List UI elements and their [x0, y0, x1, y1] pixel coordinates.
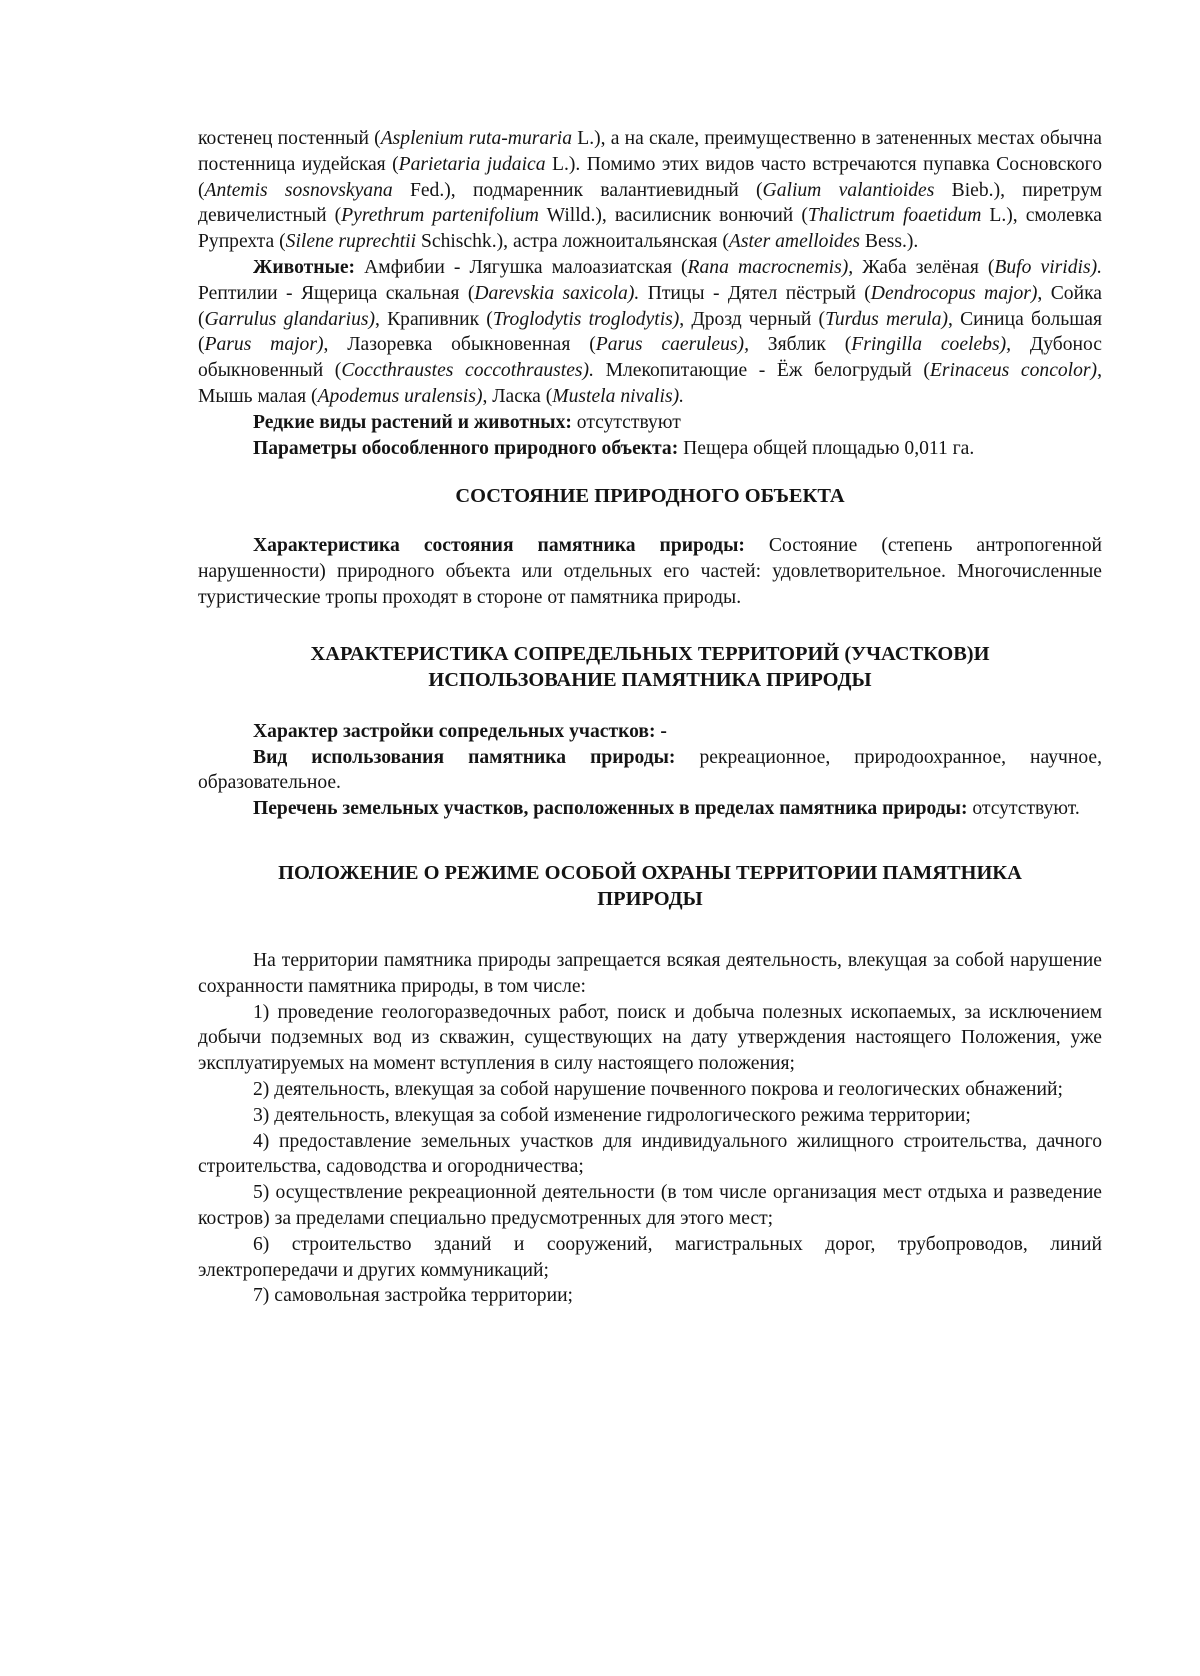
latin-name: Erinaceus concolor)	[929, 360, 1098, 382]
object-params-label: Параметры обособленного природного объекта:	[253, 437, 679, 459]
heading-line: ПРИРОДЫ	[597, 887, 703, 910]
usage-paragraph	[198, 745, 1102, 797]
fauna-text: , Синица большая (	[198, 308, 1103, 356]
fauna-text: , Крапивник (	[375, 308, 493, 330]
object-params-paragraph	[198, 436, 1102, 462]
plots-label: Перечень земельных участков, расположенных в пределах памятника природы:	[253, 798, 968, 820]
fauna-text: , Дрозд черный (	[679, 308, 826, 330]
fauna-text: Жаба зелёная (	[853, 256, 995, 278]
spacer	[198, 509, 1102, 533]
object-params-value: Пещера общей площадью 0,011 га.	[678, 437, 975, 459]
rare-species-value: отсутствуют	[571, 411, 681, 433]
building-label: Характер застройки сопредельных участков: -	[253, 720, 667, 742]
fauna-text: , Мышь малая (	[198, 360, 1102, 407]
section-regime-heading	[198, 860, 1102, 912]
fauna-text: Птицы - Дятел пёстрый (	[639, 282, 871, 304]
flora-text: Bess.).	[860, 231, 919, 253]
latin-name: Bufo viridis).	[994, 256, 1102, 278]
flora-text: L.). Помимо этих видов часто встречаются пупавка Сосновского (	[198, 153, 1103, 201]
flora-text: L.), а на скале, преимущественно в затененных местах обычна постенница иудейская (	[198, 128, 1103, 175]
flora-text: Fed.), подмаренник валантиевидный (	[392, 179, 763, 201]
regime-item: 1) проведение геологоразведочных работ, поиск и добыча полезных ископаемых, за исключением добычи подземных вод из скважин, существующих на дату утверждения настоящего Положения, уже эксплуатируемых на момент вступления в силу настоящего положения;	[198, 1001, 1102, 1075]
latin-name: Aster amelloides	[728, 231, 861, 253]
regime-intro: На территории памятника природы запрещается всякая деятельность, влекущая за собой нарушение сохранности памятника природы, в том числе:	[198, 949, 1102, 997]
flora-text: L.), смолевка Рупрехта (	[198, 205, 1102, 253]
spacer	[198, 693, 1102, 719]
regime-item: 6) строительство зданий и сооружений, магистральных дорог, трубопроводов, линий электропередачи и других коммуникаций;	[198, 1233, 1102, 1281]
fauna-text: Зяблик (	[748, 334, 852, 356]
flora-text: Schischk.), астра ложноитальянская (	[416, 231, 729, 253]
fauna-text: Амфибии - Лягушка малоазиатская (	[355, 256, 688, 278]
latin-name: Silene ruprechtii	[285, 231, 417, 253]
latin-name: Mustela nivalis).	[552, 385, 684, 407]
state-paragraph	[198, 533, 1102, 610]
latin-name: Thalictrum foaetidum	[807, 205, 982, 227]
fauna-text: , Ласка (	[482, 385, 553, 407]
plots-paragraph	[198, 796, 1102, 822]
latin-name: Turdus merula)	[825, 308, 949, 330]
regime-item: 4) предоставление земельных участков для индивидуального жилищного строительства, дачного строительства, садоводства и огородничества;	[198, 1130, 1102, 1178]
heading-line: ИСПОЛЬЗОВАНИЕ ПАМЯТНИКА ПРИРОДЫ	[428, 668, 872, 691]
latin-name: Parus caeruleus),	[595, 334, 749, 356]
latin-name: Asplenium ruta-muraria	[380, 128, 573, 149]
building-paragraph	[198, 719, 1102, 745]
latin-name: Coccthraustes coccothraustes).	[341, 360, 594, 382]
latin-name: Rana macrocnemis),	[687, 256, 854, 278]
flora-paragraph	[198, 126, 1102, 255]
fauna-text: , Лазоревка обыкновенная (	[323, 334, 596, 356]
regime-item: 5) осуществление рекреационной деятельности (в том числе организация мест отдыха и разведение костров) за пределами специально предусмотренных для этого мест;	[198, 1182, 1102, 1229]
latin-name: Dendrocopus major)	[870, 282, 1038, 304]
state-label: Характеристика состояния памятника природы:	[253, 535, 745, 557]
fauna-label: Животные:	[253, 256, 356, 278]
flora-text: Willd.), василисник вонючий (	[538, 205, 808, 227]
latin-name: Fringilla coelebs),	[851, 334, 1012, 356]
latin-name: Parus major)	[204, 334, 324, 356]
fauna-text: Дубонос обыкновенный (	[198, 334, 1102, 382]
section-adjacent-heading	[198, 641, 1102, 693]
latin-name: Galium valantioides	[762, 179, 935, 201]
state-text: Состояние (степень антропогенной нарушенности) природного объекта или отдельных его частей: удовлетворительное. Многочисленные туристические тропы проходят в стороне от памятника природы.	[198, 535, 1102, 608]
heading-line: ПОЛОЖЕНИЕ О РЕЖИМЕ ОСОБОЙ ОХРАНЫ ТЕРРИТОРИИ ПАМЯТНИКА	[278, 861, 1022, 884]
regime-item: 3) деятельность, влекущая за собой изменение гидрологического режима территории;	[253, 1104, 971, 1126]
fauna-text: , Сойка (	[198, 282, 1102, 330]
heading-line: ХАРАКТЕРИСТИКА СОПРЕДЕЛЬНЫХ ТЕРРИТОРИЙ (УЧАСТКОВ)И	[310, 642, 990, 665]
plots-text: отсутствуют.	[967, 798, 1080, 820]
spacer	[198, 611, 1102, 641]
fauna-text: Млекопитающие - Ёж белогрудый (	[593, 360, 930, 382]
usage-label: Вид использования памятника природы:	[253, 746, 676, 768]
latin-name: Apodemus uralensis)	[317, 385, 483, 407]
spacer	[198, 822, 1102, 860]
latin-name: Troglodytis troglodytis)	[492, 308, 680, 330]
latin-name: Garrulus glandarius)	[204, 308, 376, 330]
document-page	[198, 126, 1102, 1309]
section-state-heading: СОСТОЯНИЕ ПРИРОДНОГО ОБЪЕКТА	[455, 485, 845, 508]
regime-item: 2) деятельность, влекущая за собой нарушение почвенного покрова и геологических обнажений;	[253, 1078, 1063, 1100]
rare-species-label: Редкие виды растений и животных:	[253, 411, 572, 433]
latin-name: Darevskia saxicola).	[474, 282, 640, 304]
latin-name: Pyrethrum partenifolium	[341, 205, 539, 227]
fauna-paragraph	[198, 255, 1102, 410]
fauna-text: Рептилии - Ящерица скальная (	[198, 282, 475, 304]
rare-species-paragraph	[198, 410, 1102, 436]
latin-name: Antemis sosnovskyana	[204, 179, 393, 201]
usage-text: рекреационное, природоохранное, научное, образовательное.	[198, 746, 1103, 794]
spacer	[198, 912, 1102, 948]
flora-text: Bieb.), пиретрум девичелистный (	[198, 179, 1103, 227]
latin-name: Parietaria judaica	[398, 153, 546, 175]
spacer	[198, 461, 1102, 483]
regime-item: 7) самовольная застройка территории;	[253, 1285, 573, 1307]
flora-text: костенец постенный (	[198, 128, 381, 149]
